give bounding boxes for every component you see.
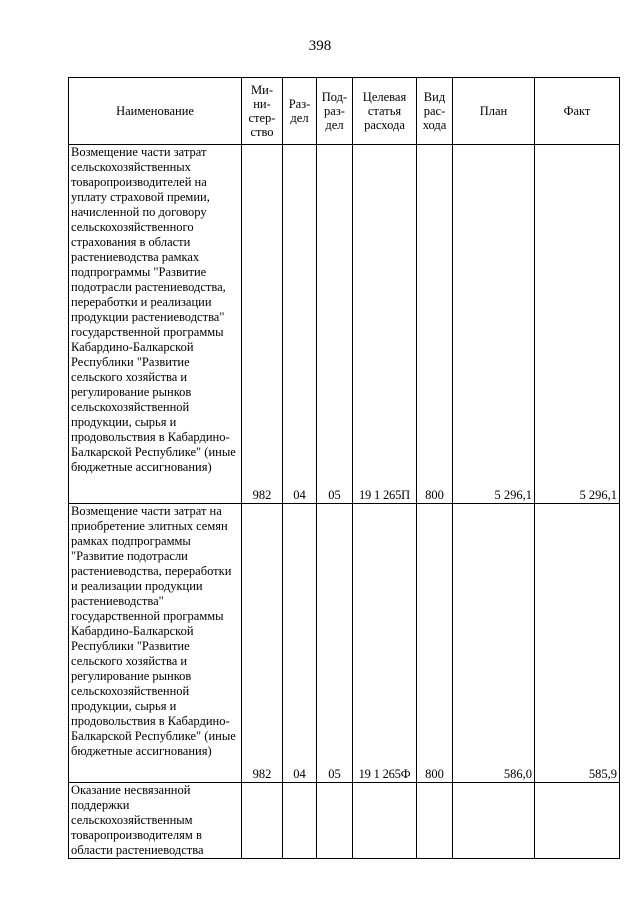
row-fact: 585,9 bbox=[535, 504, 620, 783]
row-name: Возмещение части затрат на приобретение элитных семян рамках подпрограммы "Развитие подотрасли растениеводства, переработки и реализации продукции растениеводства" государственной программы Кабардино-Балкарской Республики "Развитие сельского хозяйства и регулирование рынков сельскохозяйственной продукции, сырья и продовольствия в Кабардино-Балкарской Республике" (иные бюджетные ассигнования) bbox=[69, 504, 242, 783]
header-ministry-text: Ми- ни- стер- ство bbox=[248, 83, 276, 139]
header-section bbox=[283, 78, 317, 145]
row-fact: 5 296,1 bbox=[535, 145, 620, 504]
header-ministry bbox=[242, 78, 283, 145]
header-plan-text: План bbox=[479, 104, 508, 118]
header-target-item bbox=[353, 78, 417, 145]
row-expense-type bbox=[417, 783, 453, 859]
row-fact bbox=[535, 783, 620, 859]
row-plan: 5 296,1 bbox=[453, 145, 535, 504]
table-header-row bbox=[69, 78, 620, 145]
header-subsection bbox=[317, 78, 353, 145]
row-section bbox=[283, 783, 317, 859]
header-plan bbox=[453, 78, 535, 145]
row-name: Оказание несвязанной поддержки сельскохозяйственным товаропроизводителям в области растениеводства bbox=[69, 783, 242, 859]
row-target-item: 19 1 265Ф bbox=[353, 504, 417, 783]
row-ministry: 982 bbox=[242, 504, 283, 783]
header-name bbox=[69, 78, 242, 145]
row-expense-type: 800 bbox=[417, 145, 453, 504]
header-section-text: Раз- дел bbox=[288, 97, 311, 125]
row-ministry: 982 bbox=[242, 145, 283, 504]
row-expense-type: 800 bbox=[417, 504, 453, 783]
row-target-item bbox=[353, 783, 417, 859]
row-section: 04 bbox=[283, 145, 317, 504]
row-plan bbox=[453, 783, 535, 859]
header-fact bbox=[535, 78, 620, 145]
header-target-item-text: Целевая статья расхода bbox=[362, 90, 407, 132]
header-expense-type-text: Вид рас- хода bbox=[422, 90, 447, 132]
budget-table bbox=[68, 77, 620, 859]
header-expense-type bbox=[417, 78, 453, 145]
header-subsection-text: Под- раз- дел bbox=[321, 90, 348, 132]
row-section: 04 bbox=[283, 504, 317, 783]
header-name-text: Наименование bbox=[116, 104, 194, 118]
row-subsection bbox=[317, 783, 353, 859]
row-ministry bbox=[242, 783, 283, 859]
row-plan: 586,0 bbox=[453, 504, 535, 783]
page-number: 398 bbox=[308, 38, 332, 54]
table-row bbox=[69, 504, 620, 783]
row-target-item: 19 1 265П bbox=[353, 145, 417, 504]
table-row bbox=[69, 145, 620, 504]
row-name: Возмещение части затрат сельскохозяйственных товаропроизводителей на уплату страховой премии, начисленной по договору сельскохозяйственного страхования в области растениеводства рамках подпрограммы "Развитие подотрасли растениеводства, переработки и реализации продукции растениеводства" государственной программы Кабардино-Балкарской Республики "Развитие сельского хозяйства и регулирование рынков сельскохозяйственной продукции, сырья и продовольствия в Кабардино-Балкарской Республике" (иные бюджетные ассигнования) bbox=[69, 145, 242, 504]
row-subsection: 05 bbox=[317, 504, 353, 783]
table-row bbox=[69, 783, 620, 859]
header-fact-text: Факт bbox=[563, 104, 591, 118]
row-subsection: 05 bbox=[317, 145, 353, 504]
